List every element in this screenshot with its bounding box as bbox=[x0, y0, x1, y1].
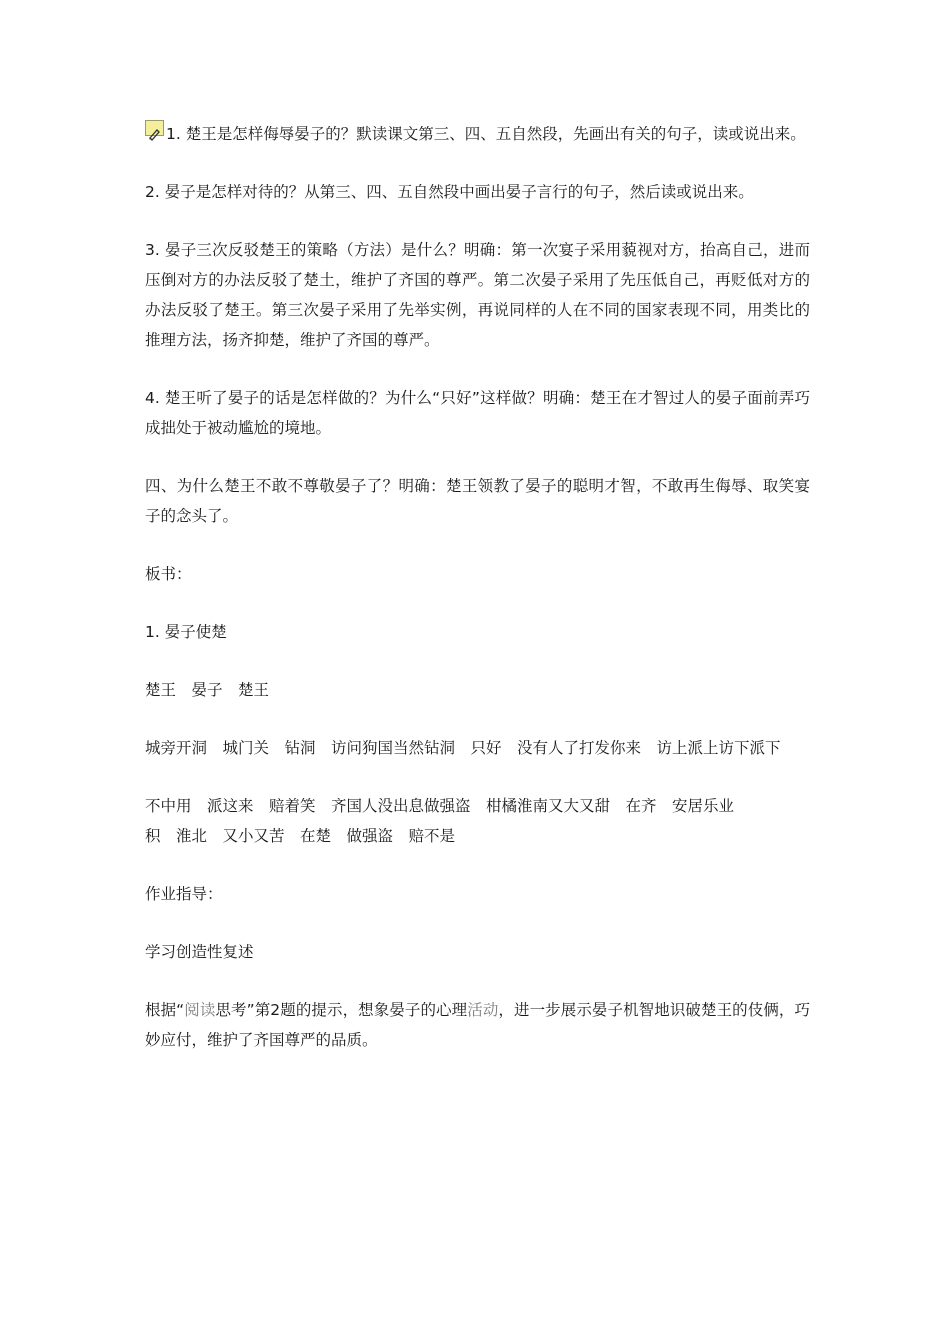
board-title: 1. 晏子使楚 bbox=[145, 623, 227, 641]
question-4: 4. 楚王听了晏子的话是怎样做的？为什么“只好”这样做？明确：楚王在才智过人的晏子面前弄巧成拙处于被动尴尬的境地。 bbox=[145, 389, 810, 437]
edit-note-icon[interactable] bbox=[145, 120, 164, 136]
board-row-3b: 积 淮北 又小又苦 在楚 做强盗 赔不是 bbox=[145, 827, 456, 845]
question-2: 2. 晏子是怎样对待的？从第三、四、五自然段中画出晏子言行的句子，然后读或说出来。 bbox=[145, 183, 754, 201]
section-4: 四、为什么楚王不敢不尊敬晏子了？明确：楚王领教了晏子的聪明才智，不敢再生侮辱、取笑宴子的念头了。 bbox=[145, 477, 810, 525]
board-row-3a: 不中用 派这来 赔着笑 齐国人没出息做强盗 柑橘淮南又大又甜 在齐 安居乐业 bbox=[145, 797, 735, 815]
board-label: 板书： bbox=[145, 565, 192, 583]
board-row-2: 城旁开洞 城门关 钻洞 访问狗国当然钻洞 只好 没有人了打发你来 访上派上访下派下 bbox=[145, 739, 781, 757]
board-row-1: 楚王 晏子 楚王 bbox=[145, 681, 270, 699]
board-row-3 bbox=[145, 791, 810, 851]
activity-link[interactable]: 活动 bbox=[467, 1001, 499, 1019]
reading-link[interactable]: 阅读 bbox=[184, 1001, 216, 1019]
homework-text: 根据“阅读思考”第2题的提示，想象晏子的心理活动，进一步展示晏子机智地识破楚王的伎俩，巧妙应付，维护了齐国尊严的品质。 bbox=[145, 1001, 810, 1049]
homework-label: 作业指导： bbox=[145, 885, 223, 903]
document-body bbox=[145, 119, 810, 1083]
question-1: 1. 楚王是怎样侮辱晏子的？默读课文第三、四、五自然段，先画出有关的句子，读或说出来。 bbox=[145, 119, 810, 149]
question-3: 3. 晏子三次反驳楚王的策略（方法）是什么？明确：第一次宴子采用藐视对方，抬高自己，进而压倒对方的办法反驳了楚土，维护了齐国的尊严。第二次晏子采用了先压低自己，再贬低对方的办法反驳了楚王。第三次晏子采用了先举实例，再说同样的人在不同的国家表现不同，用类比的推理方法，扬齐抑楚，维护了齐国的尊严。 bbox=[145, 241, 810, 349]
homework-title: 学习创造性复述 bbox=[145, 943, 254, 961]
